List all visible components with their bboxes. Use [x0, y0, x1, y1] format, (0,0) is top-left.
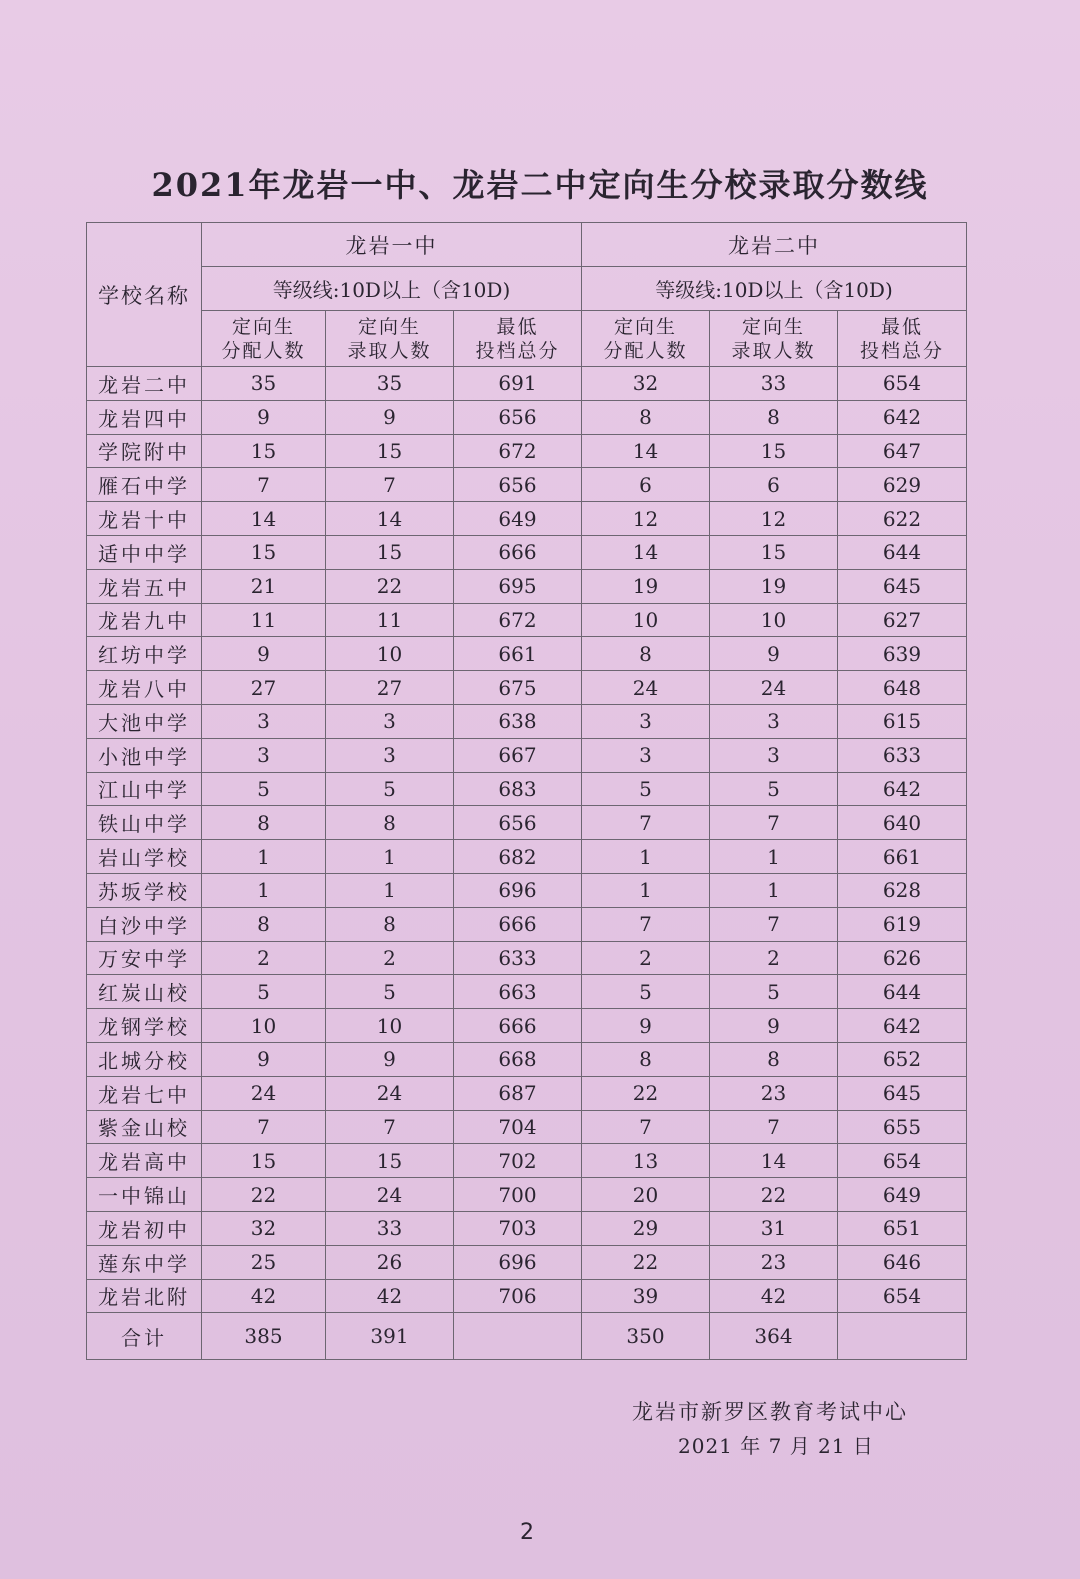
- table-row: [87, 1178, 967, 1212]
- value-cell: 3: [326, 738, 454, 772]
- value-cell: 683: [454, 772, 582, 806]
- value-cell: 654: [838, 1279, 967, 1313]
- value-cell: 385: [202, 1313, 326, 1360]
- value-cell: 5: [202, 772, 326, 806]
- value-cell: 19: [582, 569, 710, 603]
- school-name-cell: 学院附中: [87, 434, 202, 468]
- value-cell: 696: [454, 1245, 582, 1279]
- table-row: [87, 1144, 967, 1178]
- grade-line-2: 等级线:10D以上（含10D): [582, 267, 967, 311]
- value-cell: 12: [710, 502, 838, 536]
- school-name-cell: 龙岩八中: [87, 671, 202, 705]
- value-cell: 22: [582, 1076, 710, 1110]
- value-cell: 14: [710, 1144, 838, 1178]
- table-row: [87, 704, 967, 738]
- col-header: 定向生 分配人数: [582, 311, 710, 367]
- value-cell: 23: [710, 1245, 838, 1279]
- school-name-cell: 龙岩二中: [87, 367, 202, 401]
- value-cell: 32: [582, 367, 710, 401]
- table-row: [87, 569, 967, 603]
- value-cell: 668: [454, 1042, 582, 1076]
- school-name-cell: 龙岩九中: [87, 603, 202, 637]
- value-cell: 2: [582, 941, 710, 975]
- value-cell: 25: [202, 1245, 326, 1279]
- school-name-cell: 一中锦山: [87, 1178, 202, 1212]
- value-cell: 7: [582, 907, 710, 941]
- value-cell: 15: [326, 1144, 454, 1178]
- table-row: [87, 1042, 967, 1076]
- table-body: [87, 367, 967, 1360]
- value-cell: 9: [326, 400, 454, 434]
- value-cell: 3: [582, 738, 710, 772]
- value-cell: 649: [838, 1178, 967, 1212]
- school-name-cell: 万安中学: [87, 941, 202, 975]
- group-header-2: 龙岩二中: [582, 223, 967, 267]
- value-cell: 1: [582, 873, 710, 907]
- school-name-cell: 龙岩五中: [87, 569, 202, 603]
- value-cell: 8: [582, 1042, 710, 1076]
- table-row: [87, 468, 967, 502]
- school-name-cell: 白沙中学: [87, 907, 202, 941]
- value-cell: 672: [454, 603, 582, 637]
- value-cell: 1: [326, 873, 454, 907]
- value-cell: 8: [326, 907, 454, 941]
- value-cell: 649: [454, 502, 582, 536]
- value-cell: 687: [454, 1076, 582, 1110]
- value-cell: 5: [582, 772, 710, 806]
- value-cell: 622: [838, 502, 967, 536]
- value-cell: 8: [202, 907, 326, 941]
- school-name-cell: 适中中学: [87, 535, 202, 569]
- school-name-cell: 红坊中学: [87, 637, 202, 671]
- value-cell: 15: [710, 434, 838, 468]
- value-cell: 5: [582, 975, 710, 1009]
- table-row: [87, 1076, 967, 1110]
- value-cell: 5: [710, 772, 838, 806]
- page-title: 2021年龙岩一中、龙岩二中定向生分校录取分数线: [151, 166, 929, 204]
- value-cell: 651: [838, 1211, 967, 1245]
- value-cell: 10: [582, 603, 710, 637]
- value-cell: 3: [202, 704, 326, 738]
- value-cell: 27: [326, 671, 454, 705]
- value-cell: 6: [582, 468, 710, 502]
- value-cell: 646: [838, 1245, 967, 1279]
- value-cell: 22: [710, 1178, 838, 1212]
- table-row: [87, 772, 967, 806]
- value-cell: 391: [326, 1313, 454, 1360]
- total-row: [87, 1313, 967, 1360]
- school-name-cell: 岩山学校: [87, 840, 202, 874]
- value-cell: 15: [202, 434, 326, 468]
- table-row: [87, 535, 967, 569]
- value-cell: 22: [582, 1245, 710, 1279]
- value-cell: 3: [582, 704, 710, 738]
- value-cell: 9: [202, 1042, 326, 1076]
- value-cell: 2: [710, 941, 838, 975]
- value-cell: 5: [326, 772, 454, 806]
- value-cell: 638: [454, 704, 582, 738]
- table-row: [87, 603, 967, 637]
- table-row: [87, 907, 967, 941]
- value-cell: 666: [454, 1009, 582, 1043]
- value-cell: 15: [326, 434, 454, 468]
- value-cell: 7: [710, 1110, 838, 1144]
- value-cell: 7: [326, 1110, 454, 1144]
- table-row: [87, 738, 967, 772]
- value-cell: [838, 1313, 967, 1360]
- table-row: [87, 1211, 967, 1245]
- value-cell: 3: [710, 704, 838, 738]
- value-cell: 5: [202, 975, 326, 1009]
- value-cell: 39: [582, 1279, 710, 1313]
- table-row: [87, 1110, 967, 1144]
- value-cell: 9: [202, 400, 326, 434]
- value-cell: 24: [582, 671, 710, 705]
- col-header: 最低 投档总分: [838, 311, 967, 367]
- value-cell: 11: [326, 603, 454, 637]
- value-cell: 696: [454, 873, 582, 907]
- school-name-cell: 苏坂学校: [87, 873, 202, 907]
- value-cell: 31: [710, 1211, 838, 1245]
- value-cell: 628: [838, 873, 967, 907]
- value-cell: 8: [710, 400, 838, 434]
- value-cell: 666: [454, 907, 582, 941]
- school-name-header: 学校名称: [87, 223, 202, 367]
- value-cell: 661: [838, 840, 967, 874]
- value-cell: 7: [202, 468, 326, 502]
- value-cell: 639: [838, 637, 967, 671]
- value-cell: 24: [710, 671, 838, 705]
- issuer-org: 龙岩市新罗区教育考试中心: [632, 1400, 908, 1424]
- value-cell: 656: [454, 806, 582, 840]
- value-cell: 654: [838, 367, 967, 401]
- value-cell: 15: [326, 535, 454, 569]
- value-cell: 10: [202, 1009, 326, 1043]
- value-cell: 663: [454, 975, 582, 1009]
- value-cell: 644: [838, 975, 967, 1009]
- value-cell: 629: [838, 468, 967, 502]
- col-header: 定向生 录取人数: [710, 311, 838, 367]
- value-cell: 704: [454, 1110, 582, 1144]
- value-cell: 3: [326, 704, 454, 738]
- value-cell: 642: [838, 772, 967, 806]
- value-cell: 642: [838, 400, 967, 434]
- value-cell: 1: [582, 840, 710, 874]
- value-cell: 627: [838, 603, 967, 637]
- school-name-cell: 雁石中学: [87, 468, 202, 502]
- value-cell: 667: [454, 738, 582, 772]
- value-cell: 42: [202, 1279, 326, 1313]
- table-row: [87, 975, 967, 1009]
- value-cell: 27: [202, 671, 326, 705]
- value-cell: 15: [710, 535, 838, 569]
- value-cell: 633: [454, 941, 582, 975]
- school-name-cell: 江山中学: [87, 772, 202, 806]
- school-name-cell: 小池中学: [87, 738, 202, 772]
- value-cell: 682: [454, 840, 582, 874]
- value-cell: 1: [710, 840, 838, 874]
- value-cell: 10: [326, 1009, 454, 1043]
- value-cell: 700: [454, 1178, 582, 1212]
- value-cell: 615: [838, 704, 967, 738]
- value-cell: 7: [710, 806, 838, 840]
- school-name-cell: 莲东中学: [87, 1245, 202, 1279]
- value-cell: 14: [582, 434, 710, 468]
- value-cell: 13: [582, 1144, 710, 1178]
- value-cell: 6: [710, 468, 838, 502]
- table-row: [87, 671, 967, 705]
- value-cell: 42: [710, 1279, 838, 1313]
- value-cell: 20: [582, 1178, 710, 1212]
- value-cell: 29: [582, 1211, 710, 1245]
- school-name-cell: 龙岩四中: [87, 400, 202, 434]
- school-name-cell: 北城分校: [87, 1042, 202, 1076]
- value-cell: 15: [202, 1144, 326, 1178]
- value-cell: 655: [838, 1110, 967, 1144]
- table-row: [87, 1009, 967, 1043]
- value-cell: 633: [838, 738, 967, 772]
- table-row: [87, 637, 967, 671]
- value-cell: 9: [710, 1009, 838, 1043]
- value-cell: 10: [710, 603, 838, 637]
- table-row: [87, 873, 967, 907]
- value-cell: 364: [710, 1313, 838, 1360]
- table-row: [87, 434, 967, 468]
- group-header-1: 龙岩一中: [202, 223, 582, 267]
- value-cell: 11: [202, 603, 326, 637]
- col-header: 最低 投档总分: [454, 311, 582, 367]
- value-cell: 24: [326, 1178, 454, 1212]
- value-cell: 33: [710, 367, 838, 401]
- value-cell: 9: [326, 1042, 454, 1076]
- school-name-cell: 龙岩初中: [87, 1211, 202, 1245]
- table-row: [87, 1245, 967, 1279]
- value-cell: 654: [838, 1144, 967, 1178]
- school-name-cell: 铁山中学: [87, 806, 202, 840]
- school-name-cell: 龙钢学校: [87, 1009, 202, 1043]
- value-cell: 21: [202, 569, 326, 603]
- value-cell: 7: [710, 907, 838, 941]
- value-cell: 644: [838, 535, 967, 569]
- value-cell: 706: [454, 1279, 582, 1313]
- value-cell: 5: [710, 975, 838, 1009]
- score-table: [86, 222, 967, 1360]
- value-cell: 14: [582, 535, 710, 569]
- value-cell: 7: [326, 468, 454, 502]
- value-cell: 703: [454, 1211, 582, 1245]
- table-row: [87, 367, 967, 401]
- value-cell: 3: [202, 738, 326, 772]
- value-cell: 14: [202, 502, 326, 536]
- school-name-cell: 紫金山校: [87, 1110, 202, 1144]
- value-cell: 8: [582, 637, 710, 671]
- school-name-cell: 红炭山校: [87, 975, 202, 1009]
- value-cell: 1: [202, 840, 326, 874]
- value-cell: 661: [454, 637, 582, 671]
- total-label: 合计: [87, 1313, 202, 1360]
- value-cell: 42: [326, 1279, 454, 1313]
- value-cell: 12: [582, 502, 710, 536]
- value-cell: 619: [838, 907, 967, 941]
- value-cell: 2: [326, 941, 454, 975]
- value-cell: 652: [838, 1042, 967, 1076]
- table-row: [87, 502, 967, 536]
- value-cell: 24: [326, 1076, 454, 1110]
- value-cell: 14: [326, 502, 454, 536]
- value-cell: 24: [202, 1076, 326, 1110]
- value-cell: 3: [710, 738, 838, 772]
- value-cell: 9: [582, 1009, 710, 1043]
- value-cell: 1: [710, 873, 838, 907]
- value-cell: 645: [838, 569, 967, 603]
- value-cell: 7: [582, 1110, 710, 1144]
- value-cell: 22: [202, 1178, 326, 1212]
- value-cell: 648: [838, 671, 967, 705]
- value-cell: 647: [838, 434, 967, 468]
- table-row: [87, 840, 967, 874]
- value-cell: 9: [710, 637, 838, 671]
- value-cell: 19: [710, 569, 838, 603]
- value-cell: 666: [454, 535, 582, 569]
- value-cell: 22: [326, 569, 454, 603]
- value-cell: 7: [202, 1110, 326, 1144]
- school-name-cell: 龙岩北附: [87, 1279, 202, 1313]
- value-cell: 8: [710, 1042, 838, 1076]
- value-cell: 8: [326, 806, 454, 840]
- school-name-cell: 大池中学: [87, 704, 202, 738]
- value-cell: 9: [202, 637, 326, 671]
- issue-date: 2021 年 7 月 21 日: [678, 1434, 874, 1458]
- value-cell: 702: [454, 1144, 582, 1178]
- table-row: [87, 941, 967, 975]
- value-cell: 656: [454, 400, 582, 434]
- value-cell: 672: [454, 434, 582, 468]
- school-name-cell: 龙岩高中: [87, 1144, 202, 1178]
- value-cell: 626: [838, 941, 967, 975]
- value-cell: 35: [202, 367, 326, 401]
- value-cell: 691: [454, 367, 582, 401]
- school-name-cell: 龙岩十中: [87, 502, 202, 536]
- table-row: [87, 400, 967, 434]
- school-name-cell: 龙岩七中: [87, 1076, 202, 1110]
- value-cell: 26: [326, 1245, 454, 1279]
- table-row: [87, 1279, 967, 1313]
- value-cell: 8: [202, 806, 326, 840]
- value-cell: 656: [454, 468, 582, 502]
- value-cell: 5: [326, 975, 454, 1009]
- grade-line-1: 等级线:10D以上（含10D): [202, 267, 582, 311]
- value-cell: 1: [326, 840, 454, 874]
- table-row: [87, 806, 967, 840]
- value-cell: 675: [454, 671, 582, 705]
- col-header: 定向生 录取人数: [326, 311, 454, 367]
- value-cell: 7: [582, 806, 710, 840]
- value-cell: 33: [326, 1211, 454, 1245]
- page-number: 2: [520, 1520, 534, 1545]
- value-cell: 15: [202, 535, 326, 569]
- col-header: 定向生 分配人数: [202, 311, 326, 367]
- value-cell: 642: [838, 1009, 967, 1043]
- value-cell: 8: [582, 400, 710, 434]
- value-cell: 695: [454, 569, 582, 603]
- value-cell: 32: [202, 1211, 326, 1245]
- value-cell: 645: [838, 1076, 967, 1110]
- value-cell: 10: [326, 637, 454, 671]
- value-cell: 350: [582, 1313, 710, 1360]
- value-cell: 1: [202, 873, 326, 907]
- value-cell: 2: [202, 941, 326, 975]
- value-cell: [454, 1313, 582, 1360]
- value-cell: 640: [838, 806, 967, 840]
- value-cell: 35: [326, 367, 454, 401]
- value-cell: 23: [710, 1076, 838, 1110]
